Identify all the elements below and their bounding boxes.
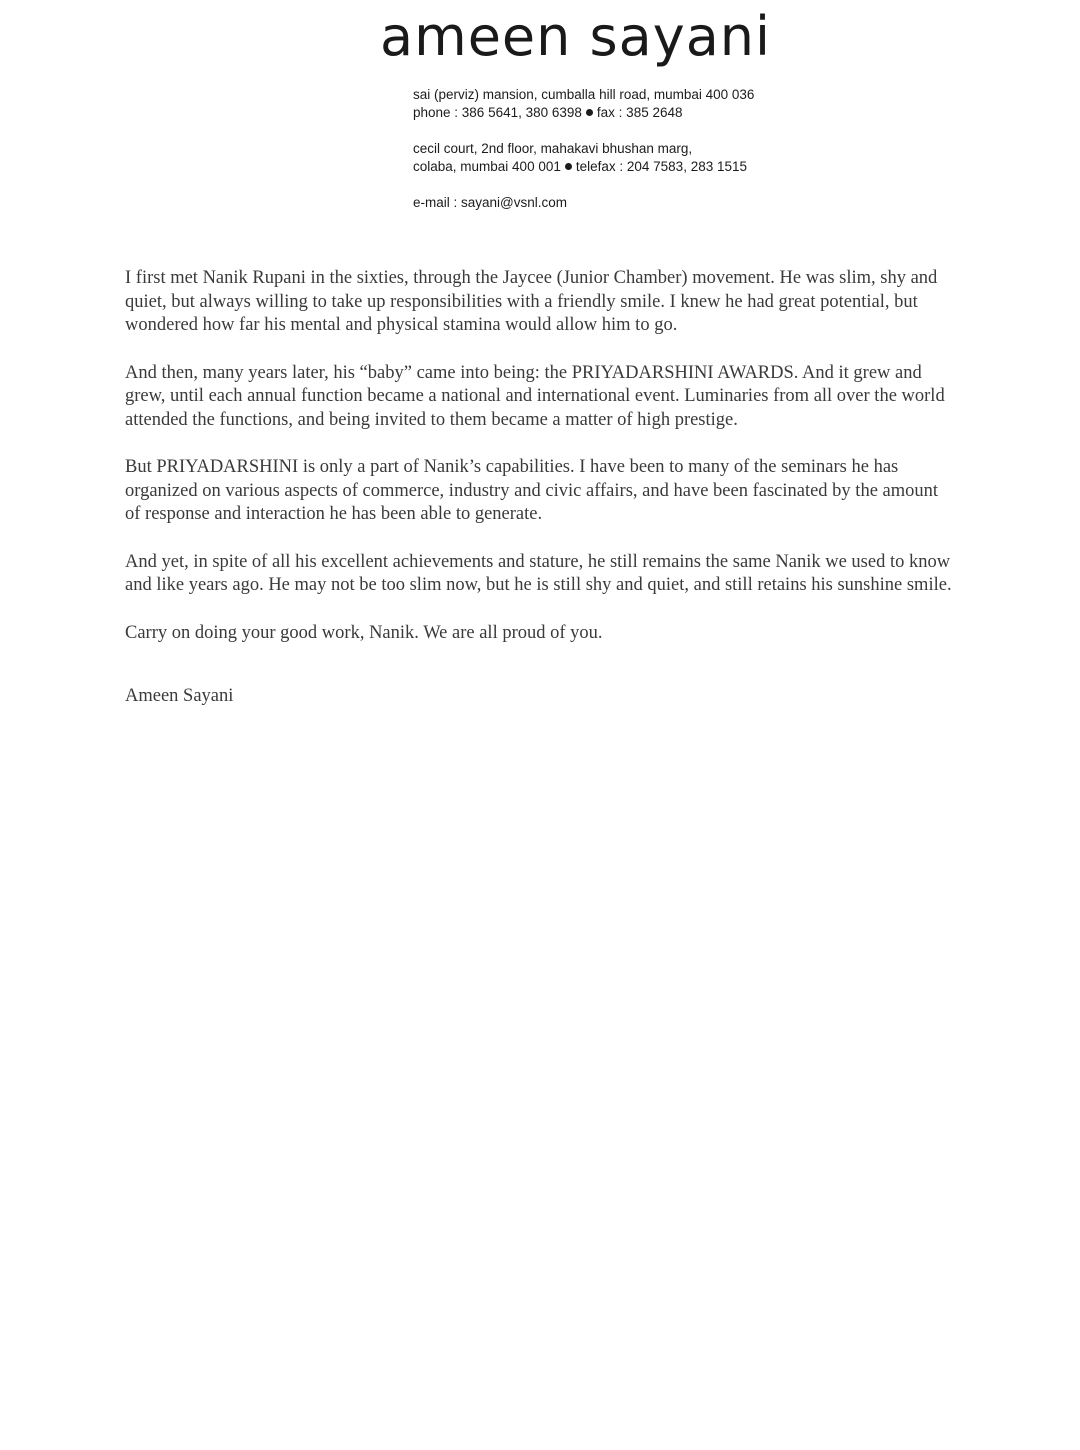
address-line: colaba, mumbai 400 001 [413,159,561,174]
body-paragraph: And yet, in spite of all his excellent achievements and stature, he still remains the same Nanik we used to know and like years ago. He may not be too slim now, but he is still shy and quiet, and still retains his sunshine smile. [125,551,952,595]
letterhead-logo: ameen sayani [380,5,772,68]
telefax-number: telefax : 204 7583, 283 1515 [575,159,748,174]
phone-numbers: phone : 386 5641, 380 6398 [413,105,582,120]
address-line: cecil court, 2nd floor, mahakavi bhushan marg, [413,141,693,156]
email-block [413,194,754,212]
letterhead-addresses [413,86,754,230]
address-colaba [413,140,754,176]
letter-body [125,267,955,709]
signature: Ameen Sayani [125,686,234,706]
bullet-separator-icon [565,163,572,170]
fax-number: fax : 385 2648 [596,105,683,120]
body-paragraph: And then, many years later, his “baby” came into being: the PRIYADARSHINI AWARDS. And it grew and grew, until each annual function became a national and international event. Luminaries from all over the world attended the functions, and being invited to them became a matter of high prestige. [125,362,945,430]
body-paragraph: I first met Nanik Rupani in the sixties, through the Jaycee (Junior Chamber) movement. He was slim, shy and quiet, but always willing to take up responsibilities with a friendly smile. I knew he had great potential, but wondered how far his mental and physical stamina would allow him to go. [125,268,938,335]
body-paragraph: But PRIYADARSHINI is only a part of Nanik’s capabilities. I have been to many of the seminars he has organized on various aspects of commerce, industry and civic affairs, and have been fascinated by the amount of response and interaction he has been able to generate. [125,457,939,524]
address-mumbai-cumballa [413,86,754,122]
bullet-separator-icon [586,109,593,116]
email-address: e-mail : sayani@vsnl.com [413,195,567,210]
contact-line [413,104,754,122]
address-line: sai (perviz) mansion, cumballa hill road, mumbai 400 036 [413,87,755,102]
closing-paragraph: Carry on doing your good work, Nanik. We are all proud of you. [125,622,603,643]
address-contact-line [413,158,754,176]
